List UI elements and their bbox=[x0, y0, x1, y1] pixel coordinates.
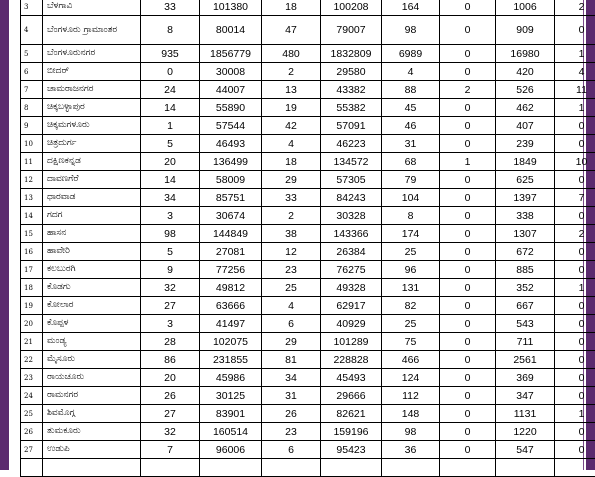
value-cell: 19 bbox=[262, 99, 321, 117]
value-cell: 143366 bbox=[321, 225, 382, 243]
value-cell: 164 bbox=[382, 0, 440, 16]
value-cell: 0 bbox=[440, 99, 496, 117]
value-cell: 58009 bbox=[200, 171, 262, 189]
value-cell: 0 bbox=[440, 261, 496, 279]
value-cell: 160514 bbox=[200, 423, 262, 441]
value-cell: 18 bbox=[262, 0, 321, 16]
value-cell: 86 bbox=[141, 351, 200, 369]
row-number: 4 bbox=[21, 16, 43, 45]
value-cell: 68 bbox=[382, 153, 440, 171]
value-cell: 23 bbox=[262, 261, 321, 279]
value-cell: 28 bbox=[141, 333, 200, 351]
row-number: 9 bbox=[21, 117, 43, 135]
value-cell: 49812 bbox=[200, 279, 262, 297]
value-cell: 0 bbox=[440, 333, 496, 351]
value-cell: 45 bbox=[382, 99, 440, 117]
value-cell: 2 bbox=[440, 81, 496, 99]
district-name: ಗದಗ bbox=[43, 207, 141, 225]
value-cell: 14 bbox=[141, 99, 200, 117]
value-cell: 0 bbox=[440, 207, 496, 225]
value-cell: 5 bbox=[141, 243, 200, 261]
value-cell: 0 bbox=[440, 16, 496, 45]
district-name: ರಾಯಚೂರು bbox=[43, 369, 141, 387]
value-cell: 2 bbox=[555, 225, 595, 243]
table-row bbox=[21, 333, 595, 351]
value-cell: 672 bbox=[496, 243, 555, 261]
district-name: ಚಿಕ್ಕಬಳ್ಳಾಪುರ bbox=[43, 99, 141, 117]
empty-cell bbox=[43, 459, 141, 477]
value-cell: 30008 bbox=[200, 63, 262, 81]
value-cell: 57091 bbox=[321, 117, 382, 135]
value-cell: 79007 bbox=[321, 16, 382, 45]
empty-cell bbox=[555, 459, 595, 477]
value-cell: 16980 bbox=[496, 45, 555, 63]
value-cell: 7 bbox=[555, 189, 595, 207]
value-cell: 29 bbox=[262, 171, 321, 189]
table-row bbox=[21, 16, 595, 45]
value-cell: 101380 bbox=[200, 0, 262, 16]
value-cell: 34 bbox=[141, 189, 200, 207]
district-name: ಶಿವಮೊಗ್ಗ bbox=[43, 405, 141, 423]
district-name: ಬೆಂಗಳೂರು ಗ್ರಾಮಾಂತರ bbox=[43, 16, 141, 45]
value-cell: 0 bbox=[555, 315, 595, 333]
value-cell: 144849 bbox=[200, 225, 262, 243]
value-cell: 0 bbox=[555, 351, 595, 369]
row-number: 12 bbox=[21, 171, 43, 189]
row-number: 27 bbox=[21, 441, 43, 459]
row-number: 22 bbox=[21, 351, 43, 369]
value-cell: 27 bbox=[141, 405, 200, 423]
value-cell: 98 bbox=[382, 423, 440, 441]
value-cell: 0 bbox=[440, 225, 496, 243]
district-name: ಚಿಕ್ಕಮಗಳೂರು bbox=[43, 117, 141, 135]
value-cell: 12 bbox=[262, 243, 321, 261]
value-cell: 95423 bbox=[321, 441, 382, 459]
value-cell: 82621 bbox=[321, 405, 382, 423]
row-number: 24 bbox=[21, 387, 43, 405]
value-cell: 466 bbox=[382, 351, 440, 369]
table-row bbox=[21, 207, 595, 225]
value-cell: 14 bbox=[141, 171, 200, 189]
value-cell: 4 bbox=[262, 135, 321, 153]
table-row bbox=[21, 117, 595, 135]
district-name: ರಾಮನಗರ bbox=[43, 387, 141, 405]
value-cell: 352 bbox=[496, 279, 555, 297]
value-cell: 124 bbox=[382, 369, 440, 387]
value-cell: 7 bbox=[141, 441, 200, 459]
table-body bbox=[21, 0, 595, 477]
value-cell: 526 bbox=[496, 81, 555, 99]
value-cell: 1220 bbox=[496, 423, 555, 441]
value-cell: 0 bbox=[141, 63, 200, 81]
value-cell: 1307 bbox=[496, 225, 555, 243]
value-cell: 104 bbox=[382, 189, 440, 207]
value-cell: 4 bbox=[382, 63, 440, 81]
district-name: ಕೊಪ್ಪಳ bbox=[43, 315, 141, 333]
district-name: ದಕ್ಷಿಣಕನ್ನಡ bbox=[43, 153, 141, 171]
value-cell: 29 bbox=[262, 333, 321, 351]
district-name: ಬೆಳಗಾವಿ bbox=[43, 0, 141, 16]
value-cell: 79 bbox=[382, 171, 440, 189]
district-name: ಬೆಂಗಳೂರುನಗರ bbox=[43, 45, 141, 63]
value-cell: 0 bbox=[555, 261, 595, 279]
table-row bbox=[21, 243, 595, 261]
value-cell: 24 bbox=[141, 81, 200, 99]
value-cell: 101289 bbox=[321, 333, 382, 351]
value-cell: 543 bbox=[496, 315, 555, 333]
value-cell: 3 bbox=[141, 315, 200, 333]
value-cell: 0 bbox=[440, 243, 496, 261]
value-cell: 26384 bbox=[321, 243, 382, 261]
value-cell: 338 bbox=[496, 207, 555, 225]
value-cell: 38 bbox=[262, 225, 321, 243]
value-cell: 76275 bbox=[321, 261, 382, 279]
value-cell: 5 bbox=[141, 135, 200, 153]
table-row bbox=[21, 225, 595, 243]
table-row bbox=[21, 153, 595, 171]
table-row bbox=[21, 171, 595, 189]
value-cell: 667 bbox=[496, 297, 555, 315]
value-cell: 75 bbox=[382, 333, 440, 351]
value-cell: 45986 bbox=[200, 369, 262, 387]
value-cell: 0 bbox=[440, 405, 496, 423]
empty-cell bbox=[382, 459, 440, 477]
value-cell: 0 bbox=[440, 45, 496, 63]
value-cell: 711 bbox=[496, 333, 555, 351]
value-cell: 0 bbox=[555, 243, 595, 261]
value-cell: 480 bbox=[262, 45, 321, 63]
value-cell: 6 bbox=[262, 441, 321, 459]
value-cell: 13 bbox=[262, 81, 321, 99]
value-cell: 134572 bbox=[321, 153, 382, 171]
value-cell: 33 bbox=[262, 189, 321, 207]
value-cell: 6989 bbox=[382, 45, 440, 63]
value-cell: 0 bbox=[555, 171, 595, 189]
value-cell: 98 bbox=[382, 16, 440, 45]
value-cell: 1 bbox=[440, 153, 496, 171]
table-row bbox=[21, 459, 595, 477]
row-number: 18 bbox=[21, 279, 43, 297]
district-name: ತುಮಕೂರು bbox=[43, 423, 141, 441]
value-cell: 0 bbox=[440, 369, 496, 387]
value-cell: 29666 bbox=[321, 387, 382, 405]
row-number: 16 bbox=[21, 243, 43, 261]
row-number: 13 bbox=[21, 189, 43, 207]
value-cell: 1849 bbox=[496, 153, 555, 171]
table-row bbox=[21, 279, 595, 297]
value-cell: 63666 bbox=[200, 297, 262, 315]
value-cell: 44007 bbox=[200, 81, 262, 99]
district-name: ಹಾವೇರಿ bbox=[43, 243, 141, 261]
value-cell: 1397 bbox=[496, 189, 555, 207]
district-name: ಉಡುಪಿ bbox=[43, 441, 141, 459]
value-cell: 46 bbox=[382, 117, 440, 135]
value-cell: 0 bbox=[555, 297, 595, 315]
row-number: 26 bbox=[21, 423, 43, 441]
value-cell: 26 bbox=[262, 405, 321, 423]
district-name: ಕಲಬುರಗಿ bbox=[43, 261, 141, 279]
value-cell: 0 bbox=[555, 333, 595, 351]
value-cell: 547 bbox=[496, 441, 555, 459]
value-cell: 11 bbox=[555, 81, 595, 99]
value-cell: 174 bbox=[382, 225, 440, 243]
value-cell: 27 bbox=[141, 297, 200, 315]
empty-cell bbox=[21, 459, 43, 477]
district-data-table bbox=[20, 0, 595, 477]
value-cell: 0 bbox=[440, 135, 496, 153]
district-name: ಧಾರವಾಡ bbox=[43, 189, 141, 207]
value-cell: 46223 bbox=[321, 135, 382, 153]
value-cell: 231855 bbox=[200, 351, 262, 369]
value-cell: 159196 bbox=[321, 423, 382, 441]
value-cell: 4 bbox=[262, 297, 321, 315]
row-number: 17 bbox=[21, 261, 43, 279]
value-cell: 1 bbox=[555, 99, 595, 117]
value-cell: 8 bbox=[141, 16, 200, 45]
row-number: 11 bbox=[21, 153, 43, 171]
district-name: ಮೈಸೂರು bbox=[43, 351, 141, 369]
value-cell: 102075 bbox=[200, 333, 262, 351]
value-cell: 23 bbox=[262, 423, 321, 441]
value-cell: 100208 bbox=[321, 0, 382, 16]
value-cell: 228828 bbox=[321, 351, 382, 369]
value-cell: 43382 bbox=[321, 81, 382, 99]
value-cell: 420 bbox=[496, 63, 555, 81]
table-row bbox=[21, 423, 595, 441]
row-number: 7 bbox=[21, 81, 43, 99]
value-cell: 462 bbox=[496, 99, 555, 117]
empty-cell bbox=[200, 459, 262, 477]
table-row bbox=[21, 351, 595, 369]
value-cell: 20 bbox=[141, 153, 200, 171]
row-number: 19 bbox=[21, 297, 43, 315]
value-cell: 1131 bbox=[496, 405, 555, 423]
value-cell: 2 bbox=[555, 0, 595, 16]
value-cell: 27081 bbox=[200, 243, 262, 261]
value-cell: 0 bbox=[440, 0, 496, 16]
row-number: 8 bbox=[21, 99, 43, 117]
value-cell: 40929 bbox=[321, 315, 382, 333]
value-cell: 935 bbox=[141, 45, 200, 63]
row-number: 14 bbox=[21, 207, 43, 225]
value-cell: 239 bbox=[496, 135, 555, 153]
value-cell: 26 bbox=[141, 387, 200, 405]
value-cell: 36 bbox=[382, 441, 440, 459]
empty-cell bbox=[141, 459, 200, 477]
table-row bbox=[21, 189, 595, 207]
value-cell: 49328 bbox=[321, 279, 382, 297]
value-cell: 136499 bbox=[200, 153, 262, 171]
empty-cell bbox=[262, 459, 321, 477]
value-cell: 1856779 bbox=[200, 45, 262, 63]
value-cell: 88 bbox=[382, 81, 440, 99]
value-cell: 25 bbox=[262, 279, 321, 297]
district-name: ಹಾಸನ bbox=[43, 225, 141, 243]
table-row bbox=[21, 45, 595, 63]
value-cell: 8 bbox=[382, 207, 440, 225]
value-cell: 6 bbox=[262, 315, 321, 333]
row-number: 10 bbox=[21, 135, 43, 153]
value-cell: 30328 bbox=[321, 207, 382, 225]
value-cell: 0 bbox=[440, 387, 496, 405]
table-row bbox=[21, 297, 595, 315]
row-number: 6 bbox=[21, 63, 43, 81]
value-cell: 55890 bbox=[200, 99, 262, 117]
value-cell: 77256 bbox=[200, 261, 262, 279]
table-row bbox=[21, 315, 595, 333]
value-cell: 0 bbox=[440, 63, 496, 81]
district-name: ದಾವಣಗೆರೆ bbox=[43, 171, 141, 189]
table-row bbox=[21, 81, 595, 99]
value-cell: 369 bbox=[496, 369, 555, 387]
row-number: 25 bbox=[21, 405, 43, 423]
table-row bbox=[21, 0, 595, 16]
table-row bbox=[21, 387, 595, 405]
value-cell: 1 bbox=[141, 117, 200, 135]
value-cell: 1 bbox=[555, 405, 595, 423]
value-cell: 18 bbox=[262, 153, 321, 171]
value-cell: 55382 bbox=[321, 99, 382, 117]
value-cell: 29580 bbox=[321, 63, 382, 81]
value-cell: 81 bbox=[262, 351, 321, 369]
value-cell: 1 bbox=[555, 45, 595, 63]
district-name: ಬೀದರ್ bbox=[43, 63, 141, 81]
value-cell: 131 bbox=[382, 279, 440, 297]
value-cell: 33 bbox=[141, 0, 200, 16]
row-number: 15 bbox=[21, 225, 43, 243]
value-cell: 0 bbox=[440, 171, 496, 189]
value-cell: 0 bbox=[440, 279, 496, 297]
value-cell: 42 bbox=[262, 117, 321, 135]
value-cell: 4 bbox=[555, 63, 595, 81]
value-cell: 0 bbox=[440, 423, 496, 441]
value-cell: 0 bbox=[555, 117, 595, 135]
value-cell: 1 bbox=[555, 279, 595, 297]
value-cell: 909 bbox=[496, 16, 555, 45]
district-name: ಕೊಡಗು bbox=[43, 279, 141, 297]
value-cell: 31 bbox=[382, 135, 440, 153]
value-cell: 347 bbox=[496, 387, 555, 405]
value-cell: 32 bbox=[141, 423, 200, 441]
value-cell: 0 bbox=[440, 441, 496, 459]
value-cell: 62917 bbox=[321, 297, 382, 315]
value-cell: 30674 bbox=[200, 207, 262, 225]
value-cell: 30125 bbox=[200, 387, 262, 405]
value-cell: 3 bbox=[141, 207, 200, 225]
empty-cell bbox=[496, 459, 555, 477]
district-name: ಕೋಲಾರ bbox=[43, 297, 141, 315]
value-cell: 34 bbox=[262, 369, 321, 387]
value-cell: 31 bbox=[262, 387, 321, 405]
row-number: 21 bbox=[21, 333, 43, 351]
value-cell: 1832809 bbox=[321, 45, 382, 63]
value-cell: 407 bbox=[496, 117, 555, 135]
table-row bbox=[21, 261, 595, 279]
value-cell: 0 bbox=[555, 423, 595, 441]
value-cell: 0 bbox=[555, 441, 595, 459]
value-cell: 2 bbox=[262, 207, 321, 225]
value-cell: 2561 bbox=[496, 351, 555, 369]
district-name: ಮಂಡ್ಯ bbox=[43, 333, 141, 351]
value-cell: 0 bbox=[555, 135, 595, 153]
empty-cell bbox=[440, 459, 496, 477]
value-cell: 112 bbox=[382, 387, 440, 405]
district-name: ಚಿತ್ರದುರ್ಗ bbox=[43, 135, 141, 153]
value-cell: 96 bbox=[382, 261, 440, 279]
district-name: ಚಾಮರಾಜನಗರ bbox=[43, 81, 141, 99]
value-cell: 9 bbox=[141, 261, 200, 279]
value-cell: 0 bbox=[555, 207, 595, 225]
value-cell: 96006 bbox=[200, 441, 262, 459]
row-number: 5 bbox=[21, 45, 43, 63]
value-cell: 41497 bbox=[200, 315, 262, 333]
value-cell: 47 bbox=[262, 16, 321, 45]
value-cell: 80014 bbox=[200, 16, 262, 45]
value-cell: 32 bbox=[141, 279, 200, 297]
value-cell: 83901 bbox=[200, 405, 262, 423]
row-number: 3 bbox=[21, 0, 43, 16]
value-cell: 85751 bbox=[200, 189, 262, 207]
value-cell: 1006 bbox=[496, 0, 555, 16]
value-cell: 46493 bbox=[200, 135, 262, 153]
value-cell: 57305 bbox=[321, 171, 382, 189]
table-row bbox=[21, 369, 595, 387]
value-cell: 0 bbox=[440, 315, 496, 333]
value-cell: 25 bbox=[382, 315, 440, 333]
value-cell: 0 bbox=[440, 117, 496, 135]
value-cell: 25 bbox=[382, 243, 440, 261]
table-row bbox=[21, 441, 595, 459]
value-cell: 45493 bbox=[321, 369, 382, 387]
row-number: 23 bbox=[21, 369, 43, 387]
value-cell: 0 bbox=[440, 351, 496, 369]
table-row bbox=[21, 63, 595, 81]
table-row bbox=[21, 405, 595, 423]
value-cell: 148 bbox=[382, 405, 440, 423]
table-row bbox=[21, 135, 595, 153]
table-row bbox=[21, 99, 595, 117]
value-cell: 885 bbox=[496, 261, 555, 279]
value-cell: 0 bbox=[440, 297, 496, 315]
value-cell: 625 bbox=[496, 171, 555, 189]
value-cell: 82 bbox=[382, 297, 440, 315]
value-cell: 0 bbox=[555, 369, 595, 387]
value-cell: 0 bbox=[555, 387, 595, 405]
value-cell: 10 bbox=[555, 153, 595, 171]
value-cell: 57544 bbox=[200, 117, 262, 135]
value-cell: 98 bbox=[141, 225, 200, 243]
empty-cell bbox=[321, 459, 382, 477]
value-cell: 0 bbox=[440, 189, 496, 207]
row-number: 20 bbox=[21, 315, 43, 333]
value-cell: 2 bbox=[262, 63, 321, 81]
value-cell: 20 bbox=[141, 369, 200, 387]
value-cell: 0 bbox=[555, 16, 595, 45]
value-cell: 84243 bbox=[321, 189, 382, 207]
left-border-bar bbox=[0, 0, 9, 470]
